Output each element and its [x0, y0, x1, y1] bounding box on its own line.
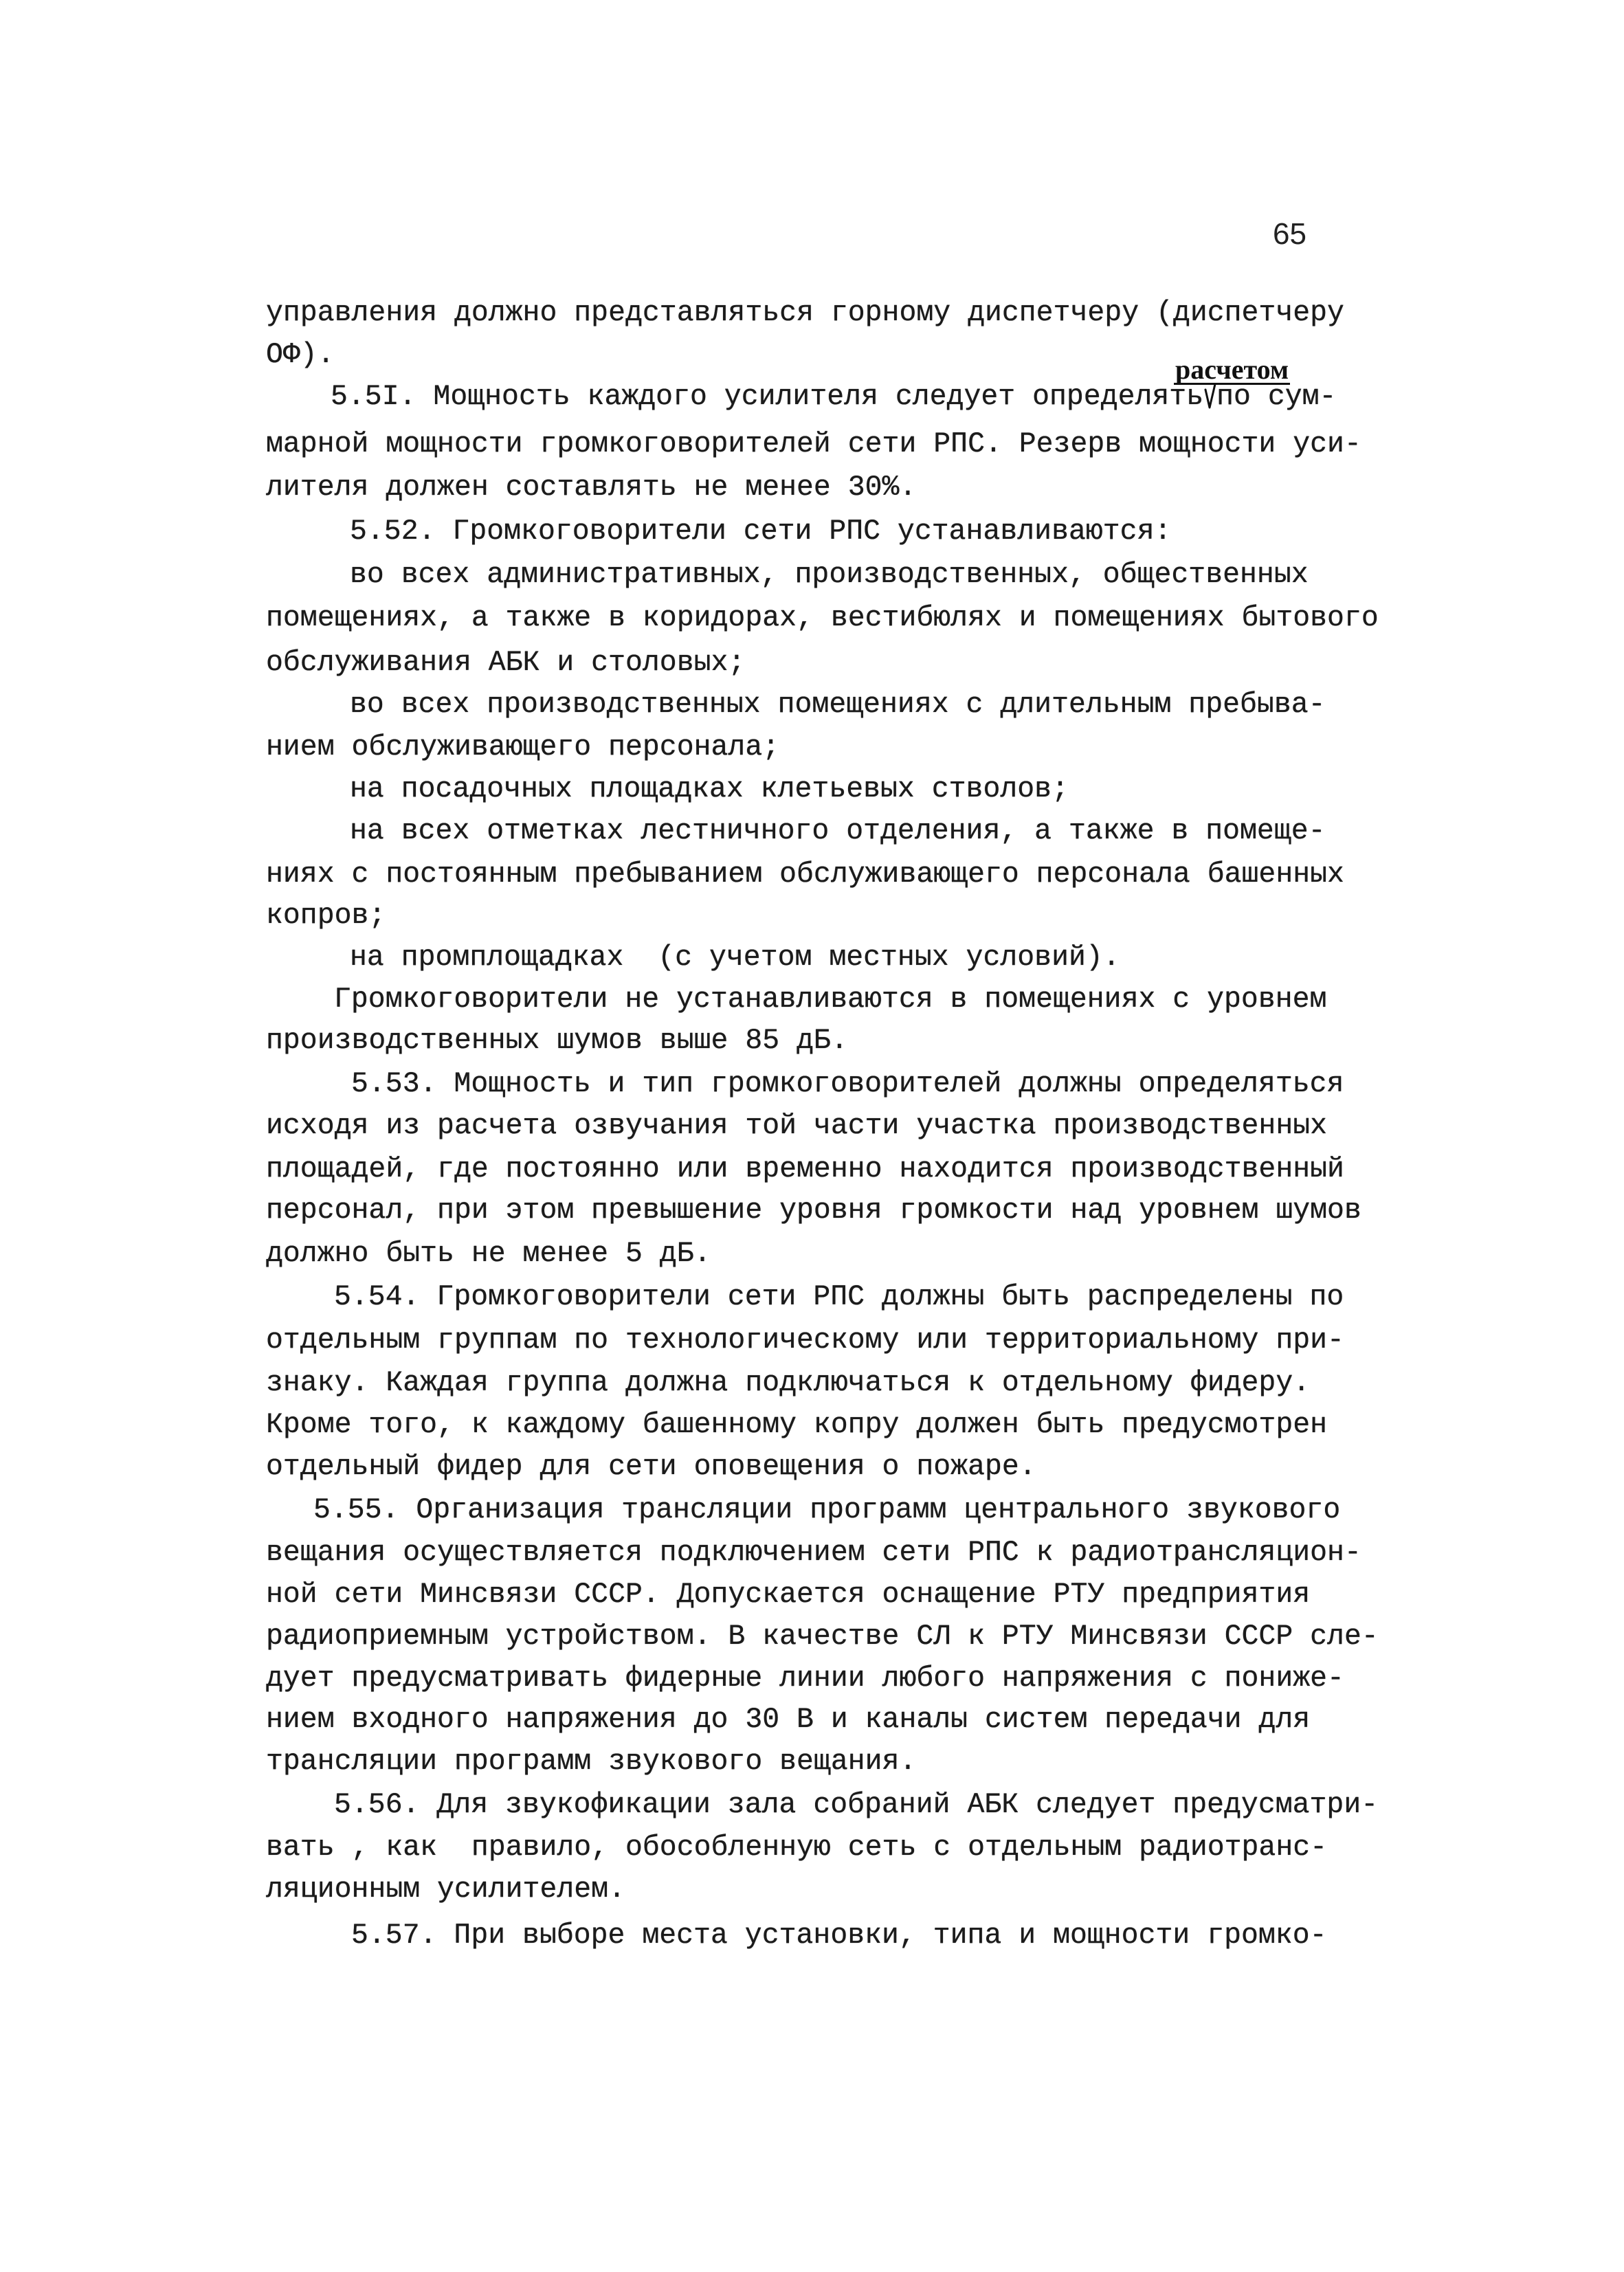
text-line: ниях с постоянным пребыванием обслуживающего персонала башенных — [266, 858, 1344, 891]
text-line: помещениях, а также в коридорах, вестибюлях и помещениях бытового — [266, 602, 1379, 634]
text-line: 5.53. Мощность и тип громкоговорителей должны определяться — [351, 1068, 1344, 1100]
text-line: 5.55. Организация трансляции программ центрального звукового — [313, 1494, 1341, 1526]
text-line: на всех отметках лестничного отделения, а также в помеще- — [350, 815, 1326, 847]
text-line: копров; — [266, 900, 386, 932]
text-line: ОФ). — [266, 339, 335, 371]
text-line: отдельный фидер для сети оповещения о пожаре. — [266, 1451, 1036, 1483]
text-line: 5.52. Громкоговорители сети РПС устанавливаются: — [350, 515, 1172, 548]
text-line: во всех производственных помещениях с длительным пребыва- — [350, 689, 1326, 721]
text-line: управления должно представляться горному диспетчеру (диспетчеру — [266, 297, 1344, 329]
text-line: нием входного напряжения до 30 В и каналы систем передачи для — [266, 1704, 1311, 1736]
text-line: вещания осуществляется подключением сети РПС к радиотрансляцион- — [266, 1537, 1361, 1569]
text-line: во всех административных, производственных, общественных — [350, 559, 1309, 591]
text-line: марной мощности громкоговорителей сети РПС. Резерв мощности уси- — [266, 428, 1361, 460]
text-line: Громкоговорители не устанавливаются в помещениях с уровнем — [334, 983, 1327, 1016]
text-line: ляционным усилителем. — [266, 1873, 625, 1906]
text-line: трансляции программ звукового вещания. — [266, 1746, 917, 1778]
text-line: на посадочных площадках клетьевых стволов; — [350, 773, 1069, 805]
text-line: отдельным группам по технологическому или территориальному при- — [266, 1324, 1344, 1357]
page-number: 65 — [1273, 217, 1306, 251]
text-line: ной сети Минсвязи СССР. Допускается оснащение РТУ предприятия — [266, 1579, 1311, 1611]
text-line: знаку. Каждая группа должна подключаться к отдельному фидеру. — [266, 1367, 1311, 1399]
text-line: персонал, при этом превышение уровня громкости над уровнем шумов — [266, 1194, 1361, 1227]
insertion-caret-mark — [1203, 381, 1216, 412]
text-line: нием обслуживающего персонала; — [266, 731, 780, 764]
text-line: исходя из расчета озвучания той части участка производственных — [266, 1110, 1328, 1142]
text-line-start: 5.5I. Мощность каждого усилителя следует определять — [331, 381, 1204, 413]
text-line: дует предусматривать фидерные линии любого напряжения с пониже- — [266, 1662, 1344, 1695]
text-line: обслуживания АБК и столовых; — [266, 647, 746, 679]
text-line: 5.56. Для звукофикации зала собраний АБК следует предусматри- — [334, 1789, 1379, 1821]
text-line-end: по сум- — [1216, 381, 1337, 413]
text-line: на промплощадках (с учетом местных условий). — [350, 942, 1120, 974]
text-line: 5.57. При выборе места установки, типа и мощности громко- — [351, 1919, 1327, 1952]
text-line — [331, 380, 1336, 414]
text-line: вать , как правило, обособленную сеть с отдельным радиотранс- — [266, 1831, 1328, 1864]
handwritten-insertion: расчетом — [1175, 354, 1289, 385]
text-line: Кроме того, к каждому башенному копру должен быть предусмотрен — [266, 1409, 1328, 1441]
text-line: 5.54. Громкоговорители сети РПС должны быть распределены по — [334, 1281, 1344, 1313]
text-line: лителя должен составлять не менее 30%. — [266, 471, 917, 504]
text-line: должно быть не менее 5 дБ. — [266, 1238, 711, 1270]
text-line: производственных шумов выше 85 дБ. — [266, 1025, 848, 1057]
text-line: площадей, где постоянно или временно находится производственный — [266, 1153, 1344, 1185]
text-line: радиоприемным устройством. В качестве СЛ к РТУ Минсвязи СССР сле- — [266, 1621, 1379, 1653]
